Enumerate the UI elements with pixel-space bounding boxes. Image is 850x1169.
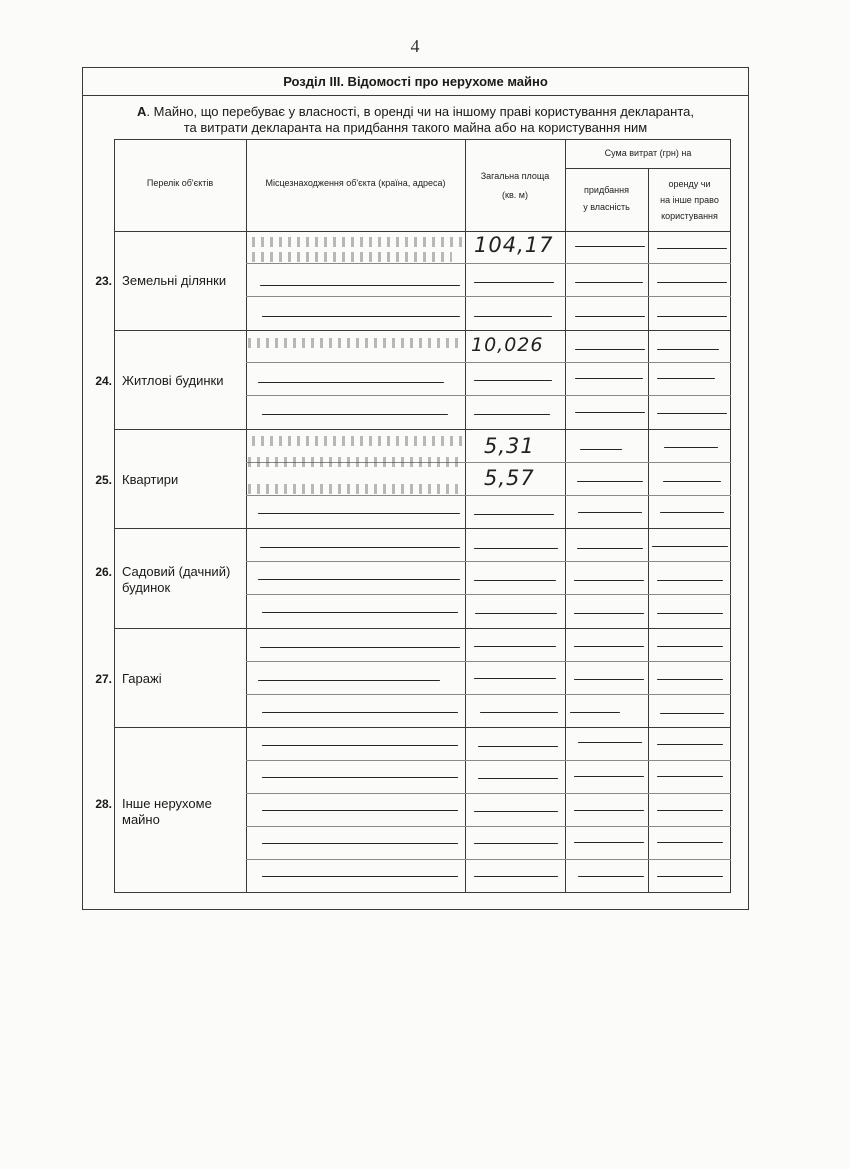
handwritten-dash bbox=[574, 810, 644, 811]
header-split bbox=[565, 168, 731, 169]
redacted-address bbox=[248, 484, 462, 494]
handwritten-dash bbox=[657, 613, 723, 614]
handwritten-dash bbox=[480, 712, 558, 713]
handwritten-dash bbox=[260, 647, 460, 648]
handwritten-dash bbox=[474, 414, 550, 415]
row-label-land: Земельні ділянки bbox=[122, 273, 227, 288]
subsection-title bbox=[83, 104, 748, 136]
col-divider bbox=[246, 139, 247, 893]
handwritten-dash bbox=[474, 811, 558, 812]
handwritten-dash bbox=[657, 679, 723, 680]
handwritten-dash bbox=[660, 713, 724, 714]
row-number: 28. bbox=[95, 797, 112, 811]
col-header-location: Місцезнаходження об'єкта (країна, адреса) bbox=[265, 178, 446, 188]
handwritten-dash bbox=[258, 382, 444, 383]
col-header-rent: оренду чи на інше право користування bbox=[660, 179, 719, 221]
handwritten-dash bbox=[475, 613, 557, 614]
handwritten-dash bbox=[657, 744, 723, 745]
handwritten-dash bbox=[262, 712, 458, 713]
row-separator bbox=[114, 528, 731, 529]
handwritten-dash bbox=[580, 449, 622, 450]
handwritten-dash bbox=[578, 876, 644, 877]
row-number: 23. bbox=[95, 274, 112, 288]
col-divider bbox=[465, 139, 466, 893]
row-separator bbox=[114, 727, 731, 728]
row-separator bbox=[114, 330, 731, 331]
handwritten-dash bbox=[575, 282, 643, 283]
col-header-objects: Перелік об'єктів bbox=[146, 178, 214, 188]
handwritten-dash bbox=[578, 742, 642, 743]
handwritten-dash bbox=[652, 546, 728, 547]
row-label-garages: Гаражі bbox=[122, 671, 162, 686]
handwritten-dash bbox=[657, 316, 727, 317]
handwritten-dash bbox=[575, 349, 645, 350]
handwritten-dash bbox=[657, 282, 727, 283]
handwritten-dash bbox=[574, 679, 644, 680]
handwritten-area: 5,31 bbox=[484, 434, 535, 458]
handwritten-dash bbox=[260, 285, 460, 286]
handwritten-dash bbox=[575, 316, 645, 317]
redacted-address bbox=[252, 252, 452, 262]
page-number: 4 bbox=[410, 36, 420, 56]
handwritten-dash bbox=[262, 612, 458, 613]
handwritten-dash bbox=[575, 378, 643, 379]
handwritten-dash bbox=[657, 580, 723, 581]
subsection-marker: А bbox=[137, 104, 147, 119]
row-label-other: Інше нерухоме майно bbox=[122, 796, 212, 827]
redacted-address bbox=[248, 338, 458, 348]
handwritten-dash bbox=[262, 316, 460, 317]
col-divider bbox=[565, 139, 566, 893]
handwritten-area: 104,17 bbox=[474, 233, 554, 257]
handwritten-dash bbox=[262, 414, 448, 415]
redacted-address bbox=[248, 457, 462, 467]
col-divider bbox=[648, 168, 649, 893]
row-label-garden-house: Садовий (дачний) будинок bbox=[122, 564, 231, 595]
section-title: Розділ ІІІ. Відомості про нерухоме майно bbox=[83, 68, 748, 96]
col-header-area: Загальна площа (кв. м) bbox=[480, 171, 550, 200]
handwritten-dash bbox=[574, 613, 644, 614]
handwritten-dash bbox=[258, 680, 440, 681]
handwritten-dash bbox=[260, 547, 460, 548]
handwritten-dash bbox=[474, 646, 556, 647]
handwritten-dash bbox=[262, 843, 458, 844]
handwritten-dash bbox=[657, 248, 727, 249]
handwritten-dash bbox=[657, 349, 719, 350]
handwritten-dash bbox=[657, 413, 727, 414]
handwritten-dash bbox=[574, 646, 644, 647]
row-separator bbox=[114, 628, 731, 629]
handwritten-area: 5,57 bbox=[484, 466, 535, 490]
handwritten-dash bbox=[474, 876, 558, 877]
row-number: 26. bbox=[95, 565, 112, 579]
handwritten-dash bbox=[657, 842, 723, 843]
handwritten-dash bbox=[664, 447, 718, 448]
handwritten-dash bbox=[657, 646, 723, 647]
handwritten-area: 10,026 bbox=[471, 334, 544, 356]
handwritten-dash bbox=[474, 282, 554, 283]
handwritten-dash bbox=[657, 378, 715, 379]
row-number: 24. bbox=[95, 374, 112, 388]
handwritten-dash bbox=[575, 246, 645, 247]
col-header-expenses: Сума витрат (грн) на bbox=[604, 148, 692, 158]
handwritten-dash bbox=[575, 412, 645, 413]
handwritten-dash bbox=[657, 810, 723, 811]
handwritten-dash bbox=[578, 512, 642, 513]
redacted-address bbox=[252, 436, 462, 446]
handwritten-dash bbox=[474, 678, 556, 679]
handwritten-dash bbox=[258, 513, 460, 514]
handwritten-dash bbox=[570, 712, 620, 713]
row-number: 25. bbox=[95, 473, 112, 487]
handwritten-dash bbox=[262, 876, 458, 877]
handwritten-dash bbox=[474, 580, 556, 581]
subsection-line-2: та витрати декларанта на придбання такого майна або на користування ним bbox=[183, 120, 648, 135]
handwritten-dash bbox=[262, 810, 458, 811]
handwritten-dash bbox=[262, 745, 458, 746]
row-label-apartments: Квартири bbox=[122, 472, 179, 487]
handwritten-dash bbox=[474, 316, 552, 317]
row-label-houses: Житлові будинки bbox=[122, 373, 224, 388]
handwritten-dash bbox=[660, 512, 724, 513]
handwritten-dash bbox=[474, 843, 558, 844]
redacted-address bbox=[252, 237, 462, 247]
handwritten-dash bbox=[574, 842, 644, 843]
handwritten-dash bbox=[577, 548, 643, 549]
handwritten-dash bbox=[574, 776, 644, 777]
handwritten-dash bbox=[258, 579, 460, 580]
handwritten-dash bbox=[474, 548, 558, 549]
handwritten-dash bbox=[657, 776, 723, 777]
handwritten-dash bbox=[474, 514, 554, 515]
row-separator bbox=[114, 429, 731, 430]
subsection-line-1: . Майно, що перебуває у власності, в оренді чи на іншому праві користування декларанта, bbox=[146, 104, 694, 119]
handwritten-dash bbox=[657, 876, 723, 877]
col-header-purchase: придбання у власність bbox=[583, 185, 630, 212]
row-number: 27. bbox=[95, 672, 112, 686]
handwritten-dash bbox=[474, 380, 552, 381]
handwritten-dash bbox=[262, 777, 458, 778]
header-bottom bbox=[114, 231, 731, 232]
handwritten-dash bbox=[663, 481, 721, 482]
handwritten-dash bbox=[577, 481, 643, 482]
handwritten-dash bbox=[478, 778, 558, 779]
handwritten-dash bbox=[574, 580, 644, 581]
handwritten-dash bbox=[478, 746, 558, 747]
